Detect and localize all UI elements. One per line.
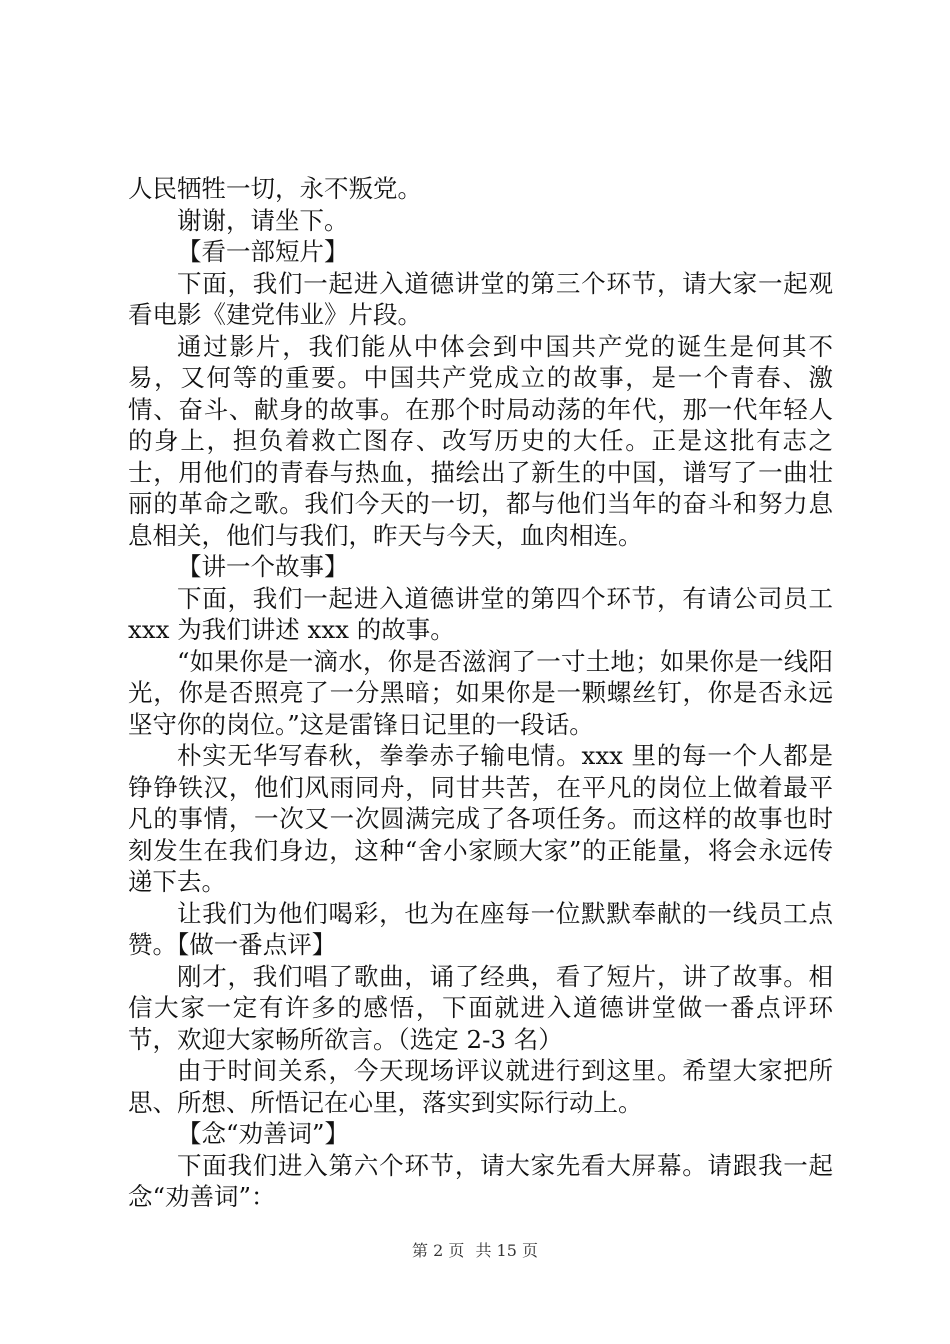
paragraph-third-segment: 下面，我们一起进入道德讲堂的第三个环节，请大家一起观看电影《建党伟业》片段。 — [128, 268, 833, 329]
paragraph-comment-close: 由于时间关系，今天现场评议就进行到这里。希望大家把所思、所想、所悟记在心里，落实到实际行动上。 — [128, 1056, 833, 1117]
section-heading-short-film: 【看一部短片】 — [177, 237, 349, 266]
paragraph-sixth-segment: 下面我们进入第六个环节，请大家先看大屏幕。请跟我一起念“劝善词”： — [128, 1150, 833, 1211]
section-heading-story: 【讲一个故事】 — [177, 552, 349, 581]
paragraph-story-body: 朴实无华写春秋，拳拳赤子输电情。xxx 里的每一个人都是铮铮铁汉，他们风雨同舟，同甘共苦，在平凡的岗位上做着最平凡的事情，一次又一次圆满完成了各项任务。而这样的故事也时刻发生在我们身边，这种“舍小家顾大家”的正能量，将会永远传递下去。 — [128, 741, 833, 896]
paragraph-comment-intro: 刚才，我们唱了歌曲，诵了经典，看了短片，讲了故事。相信大家一定有许多的感悟，下面就进入道德讲堂做一番点评环节，欢迎大家畅所欲言。（选定 2-3 名） — [128, 961, 833, 1054]
document-body — [128, 173, 833, 1213]
paragraph-continuation: 人民牺牲一切，永不叛党。 — [128, 174, 422, 203]
page-number: 第 2 页 — [412, 1241, 465, 1260]
paragraph-fourth-segment: 下面，我们一起进入道德讲堂的第四个环节，有请公司员工 xxx 为我们讲述 xxx 的故事。 — [128, 583, 833, 644]
paragraph-applause: 让我们为他们喝彩，也为在座每一位默默奉献的一线员工点赞。【做一番点评】 — [128, 898, 833, 959]
page-footer — [0, 1241, 950, 1261]
paragraph-leifeng-quote: “如果你是一滴水，你是否滋润了一寸土地；如果你是一线阳光，你是否照亮了一分黑暗；如果你是一颗螺丝钉，你是否永远坚守你的岗位。”这是雷锋日记里的一段话。 — [128, 646, 833, 739]
paragraph-thanks: 谢谢，请坐下。 — [177, 205, 349, 235]
page-total: 共 15 页 — [475, 1241, 538, 1260]
paragraph-film-reflection: 通过影片，我们能从中体会到中国共产党的诞生是何其不易，又何等的重要。中国共产党成立的故事，是一个青春、激情、奋斗、献身的故事。在那个时局动荡的年代，那一代年轻人的身上，担负着救亡图存、改写历史的大任。正是这批有志之士，用他们的青春与热血，描绘出了新生的中国，谱写了一曲壮丽的革命之歌。我们今天的一切，都与他们当年的奋斗和努力息息相关，他们与我们，昨天与今天，血肉相连。 — [128, 331, 833, 550]
section-heading-recite: 【念“劝善词”】 — [177, 1119, 350, 1148]
